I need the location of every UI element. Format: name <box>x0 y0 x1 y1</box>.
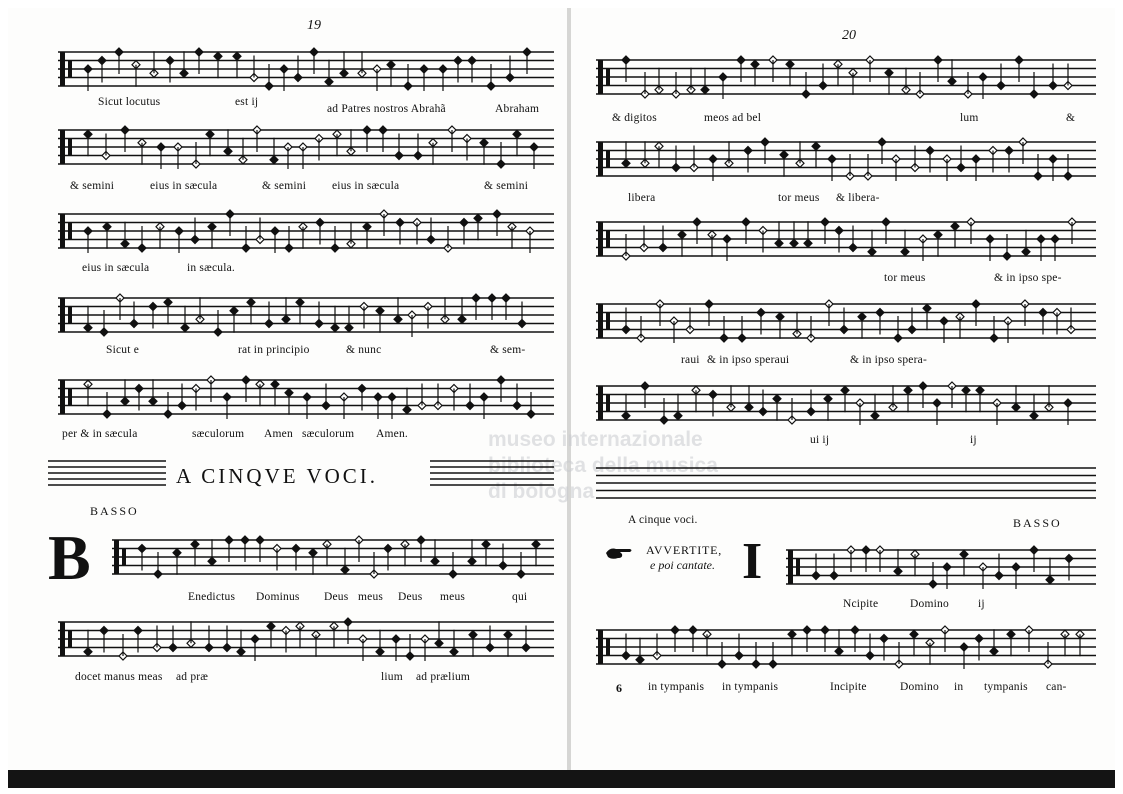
lyric-text: tympanis <box>984 681 1028 693</box>
blank-staff <box>48 453 166 493</box>
lyric-text: in tympanis <box>722 681 779 693</box>
lyric-text: Domino <box>910 598 949 610</box>
music-staff <box>58 206 554 256</box>
watermark-line-3: di bologna <box>488 480 595 503</box>
voice-label: BASSO <box>90 504 139 518</box>
lyric-text: per & in sæcula <box>62 428 138 440</box>
initial-letter: I <box>742 533 763 590</box>
lyric-text: eius in sæcula <box>332 180 400 192</box>
page-number-left: 19 <box>307 18 321 33</box>
lyric-text: Dominus <box>256 591 300 603</box>
lyric-text: & in ipso spera- <box>850 354 927 366</box>
music-staff <box>58 44 554 94</box>
instruction-line-2: e poi cantate. <box>650 558 715 572</box>
lyric-text: & in ipso spe- <box>994 272 1062 284</box>
lyric-text: lium <box>381 671 403 683</box>
lyric-text: eius in sæcula <box>150 180 218 192</box>
section-label: A cinque voci. <box>628 514 698 526</box>
music-staff <box>596 378 1096 428</box>
lyric-text: in tympanis <box>648 681 705 693</box>
watermark-line-2: biblioteca della musica <box>488 454 718 477</box>
page-number-right: 20 <box>842 28 856 43</box>
lyric-text: & semini <box>262 180 307 192</box>
lyric-text: Incipite <box>830 681 867 693</box>
lyric-text: Enedictus <box>188 591 236 603</box>
lyric-text: ij <box>978 598 985 610</box>
lyric-text: & in ipso speraui <box>707 354 790 366</box>
instruction-line-1: AVVERTITE, <box>646 543 723 557</box>
lyric-text: est ij <box>235 96 259 108</box>
lyric-text: raui <box>681 354 700 366</box>
lyric-text: ij <box>970 434 977 446</box>
lyric-text: ad præ <box>176 671 209 683</box>
time-signature-top: 6 <box>616 681 623 695</box>
music-staff <box>596 296 1096 346</box>
lyric-text: libera <box>628 192 656 204</box>
lyric-text: docet manus meas <box>75 671 163 683</box>
lyric-text: Ncipite <box>843 598 879 610</box>
lyric-text: Domino <box>900 681 939 693</box>
lyric-text: & semini <box>484 180 529 192</box>
lyric-text: Deus <box>324 591 349 603</box>
lyric-text: tor meus <box>778 192 820 204</box>
lyric-text: Abraham <box>495 103 540 115</box>
lyric-text: & semini <box>70 180 115 192</box>
blank-staff <box>596 460 1096 506</box>
lyric-text: meus <box>440 591 466 603</box>
lyric-text: meus <box>358 591 384 603</box>
book-gutter <box>567 8 571 770</box>
lyric-text: & <box>1066 112 1076 124</box>
music-staff <box>596 52 1096 102</box>
music-staff <box>58 290 554 340</box>
pointing-hand-icon <box>604 544 634 562</box>
lyric-text: ad Patres nostros Abrahã <box>327 103 446 115</box>
lyric-text: qui <box>512 591 528 603</box>
scan-bottom-edge <box>8 770 1115 788</box>
lyric-text: ad prælium <box>416 671 471 683</box>
lyric-text: eius in sæcula <box>82 262 150 274</box>
initial-letter: B <box>48 522 91 593</box>
music-staff <box>58 122 554 172</box>
lyric-text: & sem- <box>490 344 526 356</box>
music-staff <box>58 614 554 664</box>
lyric-text: Sicut e <box>106 344 140 356</box>
lyric-text: Deus <box>398 591 423 603</box>
lyric-text: sæculorum <box>192 428 245 440</box>
lyric-text: & libera- <box>836 192 880 204</box>
music-staff <box>596 214 1096 264</box>
lyric-text: & digitos <box>612 112 657 124</box>
lyric-text: in <box>954 681 964 693</box>
lyric-text: ui ij <box>810 434 830 446</box>
lyric-text: Amen. <box>376 428 408 440</box>
lyric-text: tor meus <box>884 272 926 284</box>
lyric-text: in sæcula. <box>187 262 235 274</box>
blank-staff <box>430 453 554 493</box>
voice-label: BASSO <box>1013 516 1062 530</box>
music-staff <box>596 622 1096 672</box>
music-staff <box>58 372 554 422</box>
section-heading: A CINQVE VOCI. <box>176 464 379 488</box>
lyric-text: sæculorum <box>302 428 355 440</box>
music-staff <box>786 542 1096 592</box>
lyric-text: meos ad bel <box>704 112 762 124</box>
music-staff <box>112 532 554 582</box>
watermark-line-1: museo internazionale <box>488 428 703 451</box>
lyric-text: Amen <box>264 428 293 440</box>
lyric-text: can- <box>1046 681 1067 693</box>
lyric-text: Sicut locutus <box>98 96 161 108</box>
lyric-text: & nunc <box>346 344 382 356</box>
music-staff <box>596 134 1096 184</box>
lyric-text: rat in principio <box>238 344 310 356</box>
lyric-text: lum <box>960 112 979 124</box>
